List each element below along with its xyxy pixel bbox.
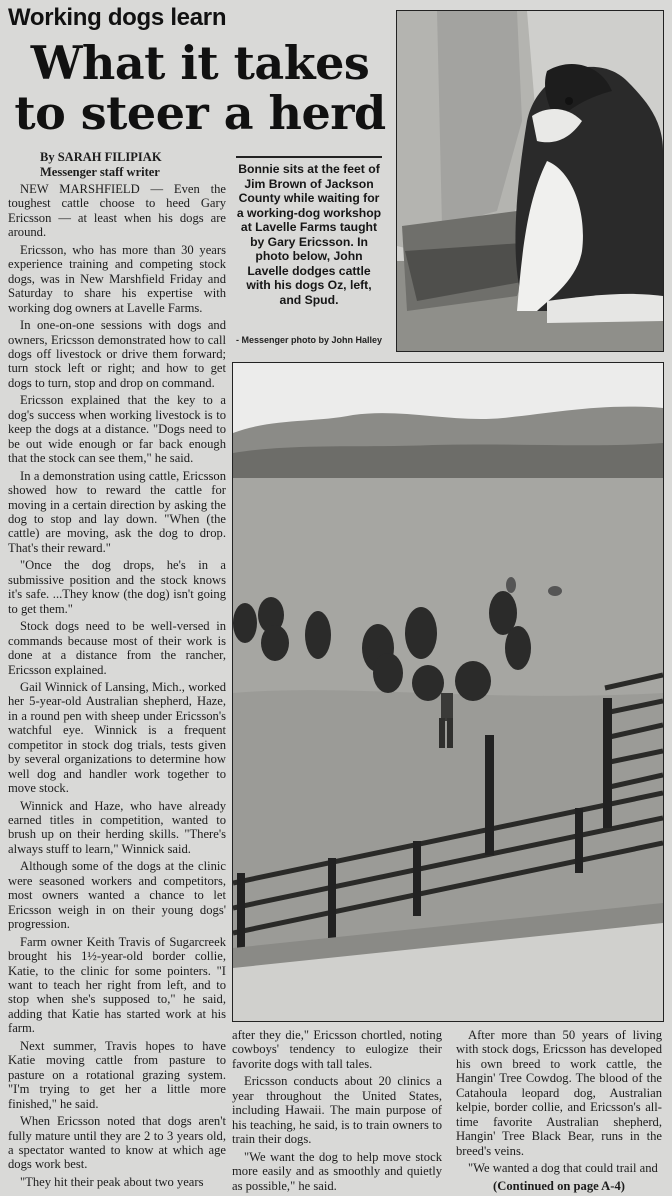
paragraph: Stock dogs need to be well-versed in commands because most of their work is done at a distance from the rancher, Ericsson explained. xyxy=(8,619,226,677)
paragraph: "They hit their peak about two years xyxy=(20,1174,204,1189)
paragraph: NEW MARSHFIELD — Even the toughest cattle choose to heed Gary Ericsson — at least when his dogs are around. xyxy=(8,182,226,240)
paragraph: "We want the dog to help move stock more easily and as smoothly and quietly as possible," he said. xyxy=(232,1149,442,1193)
paragraph: after they die," Ericsson chortled, noting cowboys' tendency to eulogize their favorite dogs with tall tales. xyxy=(232,1028,442,1071)
paragraph: Winnick and Haze, who have already earned titles in competition, wanted to brush up on their herding skills. "There's always stuff to learn," Winnick said. xyxy=(8,798,226,856)
photo-caption: Bonnie sits at the feet of Jim Brown of Jackson County while waiting for a working-dog workshop at Lavelle Farms taught by Gary Ericsson. In photo below, John Lavelle dodges cattle with his dogs Oz, left, and Spud. xyxy=(236,162,382,307)
photo-cattle-herding xyxy=(232,362,664,1022)
paragraph: Ericsson conducts about 20 clinics a year throughout the United States, including Hawaii. The main purpose of his teaching, he said, is to train owners to train their dogs. xyxy=(232,1074,442,1147)
photo-cattle-illustration xyxy=(233,363,663,1021)
paragraph: "We wanted a dog that could trail and xyxy=(468,1161,658,1176)
paragraph: Gail Winnick of Lansing, Mich., worked her 5-year-old Australian shepherd, Haze, in a round pen with sheep under Ericsson's watchful eye. Winnick is a frequent competitor in stock dog trials, tests given by several organizations to determine how well dog and handler work together to move stock. xyxy=(8,679,226,796)
photo-dog-illustration xyxy=(397,11,663,351)
headline-line-1: What it takes xyxy=(30,36,370,90)
paragraph: After more than 50 years of living with stock dogs, Ericsson has developed his own breed to work cattle, the Hangin' Tree Cowdog. The blood of the Catahoula leopard dog, Australian kelpie, border collie, and Ericsson's all-time favorite Australian shepherd, Hangin' Tree Black Bear, runs in the breed's veins. xyxy=(456,1028,662,1158)
caption-rule xyxy=(236,156,382,158)
body-column-2 xyxy=(232,1028,442,1196)
photo-credit: - Messenger photo by John Halley xyxy=(236,335,383,345)
paragraph: In a demonstration using cattle, Ericsson showed how to reward the cattle for moving in a certain direction by asking the dog to stop and lay down. "When (the cattle) are moving, ask the dog to drop. That's their reward." xyxy=(8,468,226,555)
paragraph: Farm owner Keith Travis of Sugarcreek brought his 1½-year-old border collie, Katie, to the clinic for some pointers. "I want to teach her right from left, and to stop when she's supposed to," he said, adding that Katie has started work at his farm. xyxy=(8,934,226,1036)
byline-role: Messenger staff writer xyxy=(40,165,160,179)
paragraph: Ericsson explained that the key to a dog's success when working livestock is to keep the dogs at a distance. "Dogs need to be out wide enough or far back enough that the stock can see them," he said. xyxy=(8,393,226,466)
paragraph: Next summer, Travis hopes to have Katie moving cattle from pasture to pasture on a rotational grazing system. "I'm trying to get her a little more finished," he said. xyxy=(8,1038,226,1111)
paragraph: "Once the dog drops, he's in a submissive position and the stock knows it's safe. ...They know (the dog) isn't going to get them." xyxy=(8,558,226,616)
headline-line-2: to steer a herd xyxy=(14,86,386,140)
headline xyxy=(10,38,390,138)
kicker-headline: Working dogs learn xyxy=(8,4,227,31)
continued-notice: (Continued on page A-4) xyxy=(493,1178,625,1193)
byline xyxy=(40,150,230,180)
body-column-3 xyxy=(456,1028,662,1196)
paragraph: Although some of the dogs at the clinic were seasoned workers and competitors, most owners wanted a chance to let Ericsson weigh in on their young dogs' progression. xyxy=(8,859,226,932)
paragraph: When Ericsson noted that dogs aren't fully mature until they are 2 to 3 years old, a spectator wanted to know at which age dogs work best. xyxy=(8,1114,226,1172)
byline-author: By SARAH FILIPIAK xyxy=(40,150,162,164)
body-column-1 xyxy=(8,182,226,1192)
paragraph: Ericsson, who has more than 30 years experience training and competing stock dogs, was in New Marshfield Friday and Saturday to share his expertise with working dog owners at Lavelle Farms. xyxy=(8,242,226,315)
paragraph: In one-on-one sessions with dogs and owners, Ericsson demonstrated how to call dogs off livestock or drive them forward; turn stock left or right; and how to get dogs to turn, stop and drop on command. xyxy=(8,318,226,390)
photo-dog-at-feet xyxy=(396,10,664,352)
